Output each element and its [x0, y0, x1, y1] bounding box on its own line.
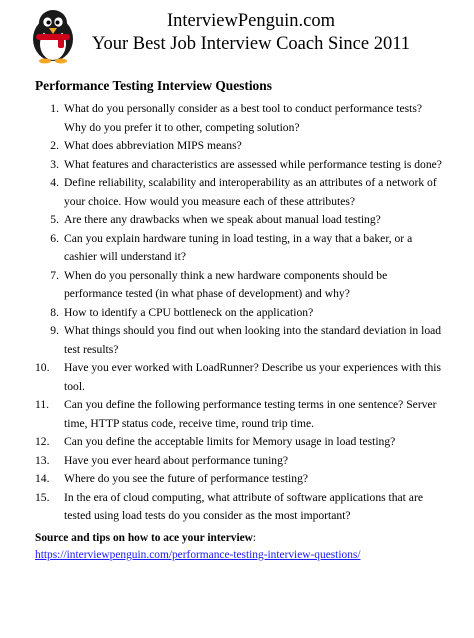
question-text: Can you define the following performance testing terms in one sentence? Server time, HTTP status code, receive time, round trip time.: [64, 398, 437, 430]
question-number: 15.: [35, 490, 50, 504]
question-text: Are there any drawbacks when we speak about manual load testing?: [64, 213, 381, 226]
question-item: [35, 211, 445, 230]
question-number: 14.: [35, 472, 50, 485]
question-number: 10.: [35, 361, 50, 374]
question-number: 4.: [50, 176, 59, 189]
question-item: [35, 304, 445, 323]
question-list: [35, 100, 445, 526]
question-item: [35, 100, 445, 137]
question-item: [35, 452, 445, 471]
question-text: Have you ever worked with LoadRunner? Describe us your experiences with this tool.: [64, 361, 442, 393]
question-item: [35, 433, 445, 452]
question-text: What do you personally consider as a best tool to conduct performance tests? Why do you prefer it to other, competing solution?: [64, 102, 423, 134]
question-number: 9.: [50, 324, 59, 337]
question-number: 2.: [50, 139, 59, 152]
document-title: Performance Testing Interview Questions: [35, 78, 272, 93]
question-item: [35, 396, 445, 433]
question-text: Define reliability, scalability and interoperability as an attributes of a network of your choice. How would you measure each of these attributes?: [64, 176, 437, 208]
question-text: What features and characteristics are assessed while performance testing is done?: [64, 157, 442, 171]
site-name: InterviewPenguin.com: [167, 11, 335, 31]
question-number: 7.: [50, 268, 59, 282]
question-number: 5.: [50, 213, 59, 226]
source-separator: :: [252, 532, 257, 544]
question-item: [35, 322, 445, 359]
question-number: 12.: [35, 435, 50, 448]
question-item: [35, 230, 445, 267]
question-text: Can you define the acceptable limits for Memory usage in load testing?: [64, 435, 396, 448]
question-item: [35, 359, 445, 396]
question-item: [35, 137, 445, 156]
question-item: [35, 470, 445, 489]
question-number: 3.: [50, 157, 59, 171]
source-paragraph: [35, 530, 445, 564]
question-number: 11.: [35, 398, 50, 411]
question-text: In the era of cloud computing, what attribute of software applications that are tested using load tests do you consider as the most important?: [64, 490, 423, 522]
question-item: [35, 156, 445, 175]
question-number: 13.: [35, 453, 50, 467]
question-number: 1.: [50, 102, 59, 115]
source-label: Source and tips on how to ace your interview: [35, 532, 253, 544]
question-text: Where do you see the future of performance testing?: [64, 472, 309, 485]
question-number: 6.: [50, 231, 59, 245]
question-item: [35, 174, 445, 211]
question-item: [35, 489, 445, 526]
question-number: 8.: [50, 305, 59, 319]
question-text: What things should you find out when looking into the standard deviation in load test results?: [64, 324, 442, 356]
source-link[interactable]: https://interviewpenguin.com/performance-testing-interview-questions/: [35, 549, 361, 561]
question-item: [35, 267, 445, 304]
question-text: Have you ever heard about performance tuning?: [64, 453, 289, 467]
site-tagline: Your Best Job Interview Coach Since 2011: [91, 34, 411, 54]
question-text: What does abbreviation MIPS means?: [64, 139, 242, 152]
question-text: When do you personally think a new hardware components should be performance tested (in what phase of development) and why?: [64, 268, 388, 300]
question-text: Can you explain hardware tuning in load testing, in a way that a baker, or a cashier will understand it?: [64, 231, 413, 263]
question-text: How to identify a CPU bottleneck on the application?: [64, 305, 314, 319]
